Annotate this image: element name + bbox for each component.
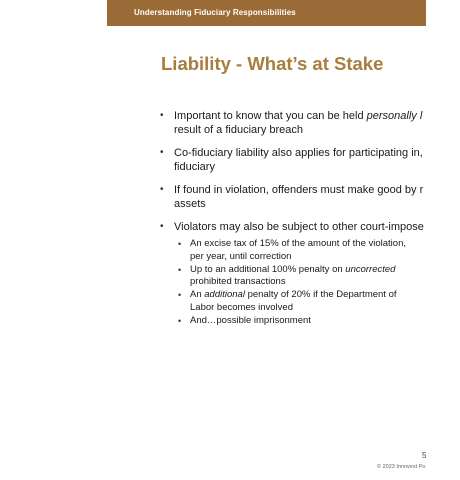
bullet-line: If found in violation, offenders must make good by r <box>174 184 424 196</box>
sub-bullet-item: • An excise tax of 15% of the amount of the violation, per year, until correction <box>178 238 406 262</box>
bullet-line: Violators may also be subject to other court-impose <box>174 221 424 233</box>
sub-bullet-dot-icon: • <box>178 239 182 249</box>
page-number: 5 <box>422 451 427 460</box>
sub-bullet-dot-icon: • <box>178 315 182 326</box>
bullet-item <box>160 220 460 234</box>
header-title: Understanding Fiduciary Responsibilities <box>134 8 296 17</box>
sub-bullet-dot-icon: • <box>178 290 182 301</box>
sub-bullet-item: • Up to an additional 100% penalty on uncorrected prohibited transactions <box>178 263 396 288</box>
bullet-line: fiduciary <box>174 161 215 173</box>
slide-title: Liability - What’s at Stake <box>161 53 384 74</box>
bullet-item <box>160 146 460 174</box>
bullet-dot-icon: • <box>160 221 164 232</box>
bullet-line: result of a fiduciary breach <box>174 124 304 136</box>
bullet-item <box>160 183 460 211</box>
copyright-text: © 2023 Innovest Po <box>377 464 426 470</box>
bullet-dot-icon: • <box>160 110 164 121</box>
bullet-list <box>160 109 460 328</box>
bullet-line: assets <box>174 198 206 210</box>
sub-bullet-dot-icon: • <box>178 264 182 275</box>
bullet-line: Important to know that you can be held personally l <box>174 110 423 122</box>
sub-bullet-list <box>160 238 460 328</box>
bullet-dot-icon: • <box>160 184 164 195</box>
sub-bullet-item: • And…possible imprisonment <box>178 314 311 326</box>
bullet-item <box>160 109 460 137</box>
bullet-dot-icon: • <box>160 147 164 158</box>
bullet-line: Co-fiduciary liability also applies for participating in, <box>174 147 423 159</box>
sub-bullet-item: • An additional penalty of 20% if the Department of Labor becomes involved <box>178 289 397 313</box>
